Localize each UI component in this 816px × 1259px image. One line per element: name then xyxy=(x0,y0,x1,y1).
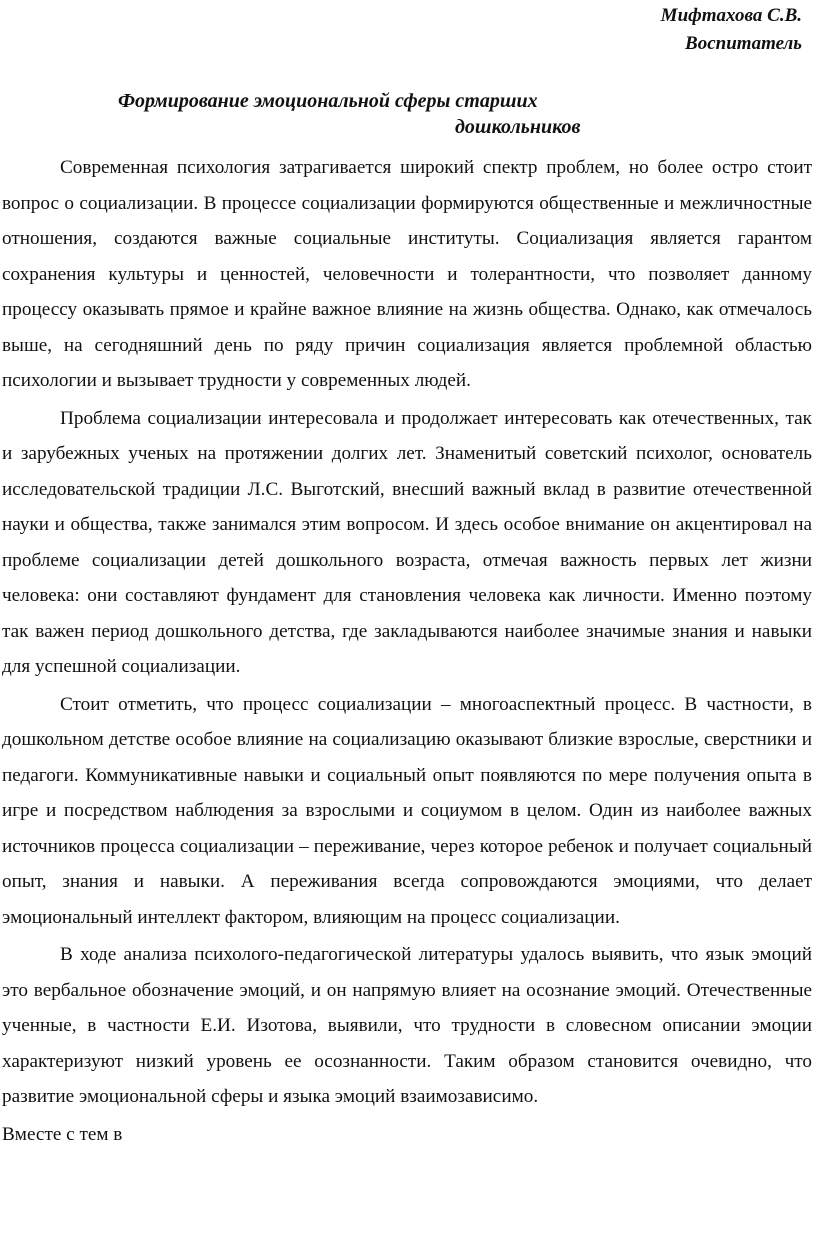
author-name: Мифтахова С.В. xyxy=(660,5,802,26)
article-body xyxy=(2,150,812,1154)
title-line-1: Формирование эмоциональной сферы старших xyxy=(118,90,538,112)
paragraph: Проблема социализации интересовала и продолжает интересовать как отечественных, так и зарубежных ученых на протяжении долгих лет. Знаменитый советский психолог, основатель исследовательской традиции Л.С. Выготский, внесший важный вклад в развитие отечественной науки и общества, также занимался этим вопросом. И здесь особое внимание он акцентировал на проблеме социализации детей дошкольного возраста, отмечая важность первых лет жизни человека: они составляют фундамент для становления человека как личности. Именно поэтому так важен период дошкольного детства, где закладываются наиболее значимые знания и навыки для успешной социализации. xyxy=(2,407,812,677)
title-line-2: дошкольников xyxy=(455,116,581,138)
paragraph: Стоит отметить, что процесс социализации – многоаспектный процесс. В частности, в дошкольном детстве особое влияние на социализацию оказывают близкие взрослые, сверстники и педагоги. Коммуникативные навыки и социальный опыт появляются по мере получения опыта в игре и посредством наблюдения за взрослыми и социумом в целом. Один из наиболее важных источников процесса социализации – переживание, через которое ребенок и получает социальный опыт, знания и навыки. А переживания всегда сопровождаются эмоциями, что делает эмоциональный интеллект фактором, влияющим на процесс социализации. xyxy=(2,693,812,928)
paragraph: Вместе с тем в xyxy=(2,1123,123,1145)
article-title xyxy=(0,88,816,140)
paragraph: Современная психология затрагивается широкий спектр проблем, но более остро стоит вопрос о социализации. В процессе социализации формируются общественные и межличностные отношения, создаются важные социальные институты. Социализация является гарантом сохранения культуры и ценностей, человечности и толерантности, что позволяет данному процессу оказывать прямое и крайне важное влияние на жизнь общества. Однако, как отмечалось выше, на сегодняшний день по ряду причин социализация является проблемной областью психологии и вызывает трудности у современных людей. xyxy=(2,157,812,391)
author-role: Воспитатель xyxy=(685,33,802,54)
paragraph: В ходе анализа психолого-педагогической литературы удалось выявить, что язык эмоций это вербальное обозначение эмоций, и он напрямую влияет на осознание эмоций. Отечественные ученные, в частности Е.И. Изотова, выявили, что трудности в словесном описании эмоции характеризуют низкий уровень ее осознанности. Таким образом становится очевидно, что развитие эмоциональной сферы и языка эмоций взаимозависимо. xyxy=(2,944,812,1107)
author-block xyxy=(661,2,802,58)
